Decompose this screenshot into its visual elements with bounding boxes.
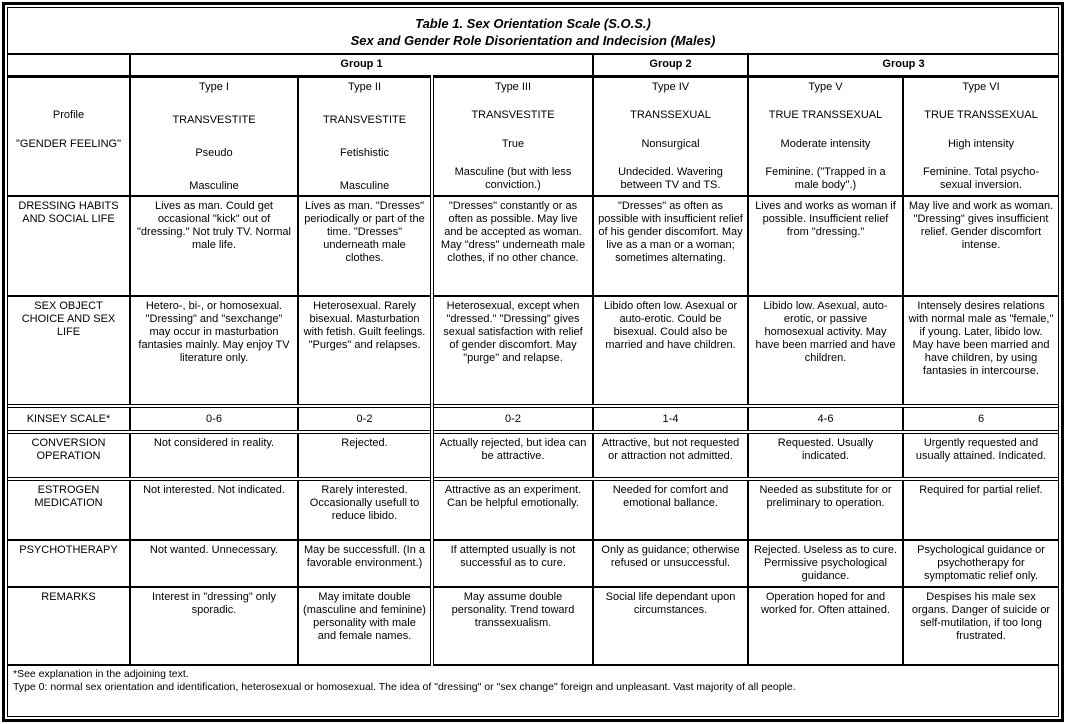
- table-cell: Interest in "dressing" only sporadic.: [130, 587, 298, 665]
- table-cell: Heterosexual, except when "dressed." "Dressing" gives sexual satisfaction with relief of gender discomfort. May "purge" and relapse.: [432, 296, 593, 406]
- profile-label: Profile: [52, 109, 85, 122]
- type-header-6: [903, 76, 1058, 196]
- table-cell: May imitate double (masculine and feminine) personality with male and female names.: [298, 587, 432, 665]
- type-number: Type I: [199, 80, 229, 93]
- type-subtype: Pseudo: [195, 146, 233, 159]
- table-cell: May live and work as woman. "Dressing" gives insufficient relief. Gender discomfort intense.: [903, 196, 1058, 296]
- table-cell: Operation hoped for and worked for. Often attained.: [748, 587, 903, 665]
- table-cell: Lives as man. Could get occasional "kick" out of "dressing." Not truly TV. Normal male life.: [130, 196, 298, 296]
- row-label: CONVERSION OPERATION: [8, 432, 130, 479]
- type-subtype: Fetishistic: [340, 146, 389, 159]
- type-number: Type IV: [651, 80, 690, 93]
- table-row-psychotherapy: [8, 540, 1058, 587]
- table-cell: Heterosexual. Rarely bisexual. Masturbation with fetish. Guilt feelings. "Purges" and relapses.: [298, 296, 432, 406]
- table-cell: Hetero-, bi-, or homosexual. "Dressing" and "sexchange" may occur in masturbation fantasies mainly. May enjoy TV literature only.: [130, 296, 298, 406]
- table-cell: Actually rejected, but idea can be attractive.: [432, 432, 593, 479]
- spacer: [12, 166, 125, 192]
- row-label: KINSEY SCALE*: [8, 406, 130, 432]
- table-cell: Despises his male sex organs. Danger of suicide or self-mutilation, if too long frustrated.: [903, 587, 1058, 665]
- type-number: Type III: [494, 80, 532, 93]
- gender-feeling-label: "GENDER FEELING": [16, 137, 121, 150]
- table-cell: Requested. Usually indicated.: [748, 432, 903, 479]
- type-category: TRANSVESTITE: [471, 109, 555, 122]
- table-row-dressing: [8, 196, 1058, 296]
- type-number: Type VI: [962, 80, 1000, 93]
- type-header-2: [298, 76, 432, 196]
- table-title-line2: Sex and Gender Role Disorientation and Indecision (Males): [350, 32, 716, 48]
- group-header-2: Group 2: [593, 54, 748, 76]
- table-row-estrogen: [8, 479, 1058, 540]
- table-cell: Urgently requested and usually attained. Indicated.: [903, 432, 1058, 479]
- type-subtype: Moderate intensity: [780, 137, 871, 150]
- table-cell: 6: [903, 406, 1058, 432]
- type-feeling: Feminine. ("Trapped in a male body".): [765, 166, 886, 192]
- type-header-4: [593, 76, 748, 196]
- type-feeling: Masculine: [189, 179, 239, 192]
- table-cell: If attempted usually is not successful as to cure.: [432, 540, 593, 587]
- table-cell: Lives as man. "Dresses" periodically or part of the time. "Dresses" underneath male clothes.: [298, 196, 432, 296]
- footnote-line2: Type 0: normal sex orientation and identification, heterosexual or homosexual. The idea of "dressing" or "sex change" foreign and unpleasant. Vast majority of all people.: [13, 680, 796, 693]
- group-header-3: Group 3: [748, 54, 1058, 76]
- type-category: TRANSVESTITE: [322, 113, 407, 126]
- type-feeling: Masculine (but with less conviction.): [454, 166, 572, 192]
- type-feeling: Masculine: [339, 179, 390, 192]
- table-cell: Rejected.: [298, 432, 432, 479]
- footnote-row: [8, 665, 1058, 707]
- type-header-1: [130, 76, 298, 196]
- group-header-spacer: [8, 54, 130, 76]
- type-feeling: Undecided. Wavering between TV and TS.: [618, 166, 723, 192]
- table-cell: Only as guidance; otherwise refused or unsuccessful.: [593, 540, 748, 587]
- type-number: Type II: [347, 80, 382, 93]
- type-subtype: High intensity: [947, 137, 1015, 150]
- profile-header-cell: [8, 76, 130, 196]
- table-cell: Libido often low. Asexual or auto-erotic. Could be bisexual. Could also be married and have children.: [593, 296, 748, 406]
- table-cell: May be successfull. (In a favorable environment.): [298, 540, 432, 587]
- table-cell: 0-2: [298, 406, 432, 432]
- table-inner-frame: [7, 7, 1059, 717]
- table-cell: Required for partial relief.: [903, 479, 1058, 540]
- row-label: SEX OBJECT CHOICE AND SEX LIFE: [8, 296, 130, 406]
- table-cell: "Dresses" as often as possible with insufficient relief of his gender discomfort. May live as a man or a woman; sometimes alternating.: [593, 196, 748, 296]
- table-cell: Social life dependant upon circumstances.: [593, 587, 748, 665]
- type-feeling: Feminine. Total psycho-sexual inversion.: [923, 166, 1039, 192]
- type-category: TRUE TRANSSEXUAL: [768, 109, 883, 122]
- table-cell: Libido low. Asexual, auto-erotic, or passive homosexual activity. May have been married and have children.: [748, 296, 903, 406]
- row-label: PSYCHOTHERAPY: [8, 540, 130, 587]
- type-category: TRUE TRANSSEXUAL: [924, 109, 1038, 122]
- table-cell: Psychological guidance or psychotherapy for symptomatic relief only.: [903, 540, 1058, 587]
- table-cell: 4-6: [748, 406, 903, 432]
- type-number: Type V: [808, 80, 843, 93]
- group-header-row: [8, 54, 1058, 76]
- table-cell: May assume double personality. Trend toward transsexualism.: [432, 587, 593, 665]
- type-category: TRANSVESTITE: [172, 113, 256, 126]
- table-cell: Needed as substitute for or preliminary to operation.: [748, 479, 903, 540]
- table-row-remarks: [8, 587, 1058, 665]
- table-cell: Needed for comfort and emotional ballance.: [593, 479, 748, 540]
- group-header-1: Group 1: [130, 54, 593, 76]
- row-label: REMARKS: [8, 587, 130, 665]
- table-cell: 1-4: [593, 406, 748, 432]
- title-row: [8, 8, 1058, 54]
- type-subtype: True: [501, 137, 525, 150]
- table-cell: Not wanted. Unnecessary.: [130, 540, 298, 587]
- footnote-line1: *See explanation in the adjoining text.: [13, 667, 189, 680]
- table-cell: Lives and works as woman if possible. Insufficient relief from "dressing.": [748, 196, 903, 296]
- type-header-row: [8, 76, 1058, 196]
- type-category: TRANSSEXUAL: [630, 109, 711, 122]
- table-title: [8, 8, 1058, 54]
- table-cell: 0-6: [130, 406, 298, 432]
- table-row-conversion: [8, 432, 1058, 479]
- table-cell: Not interested. Not indicated.: [130, 479, 298, 540]
- table-cell: Rarely interested. Occasionally usefull to reduce libido.: [298, 479, 432, 540]
- row-label: DRESSING HABITS AND SOCIAL LIFE: [8, 196, 130, 296]
- table-outer-frame: [2, 2, 1064, 722]
- spacer: [12, 81, 125, 94]
- table-cell: Attractive, but not requested or attraction not admitted.: [593, 432, 748, 479]
- footnotes: [8, 665, 1058, 707]
- table-cell: Attractive as an experiment. Can be helpful emotionally.: [432, 479, 593, 540]
- row-label: ESTROGEN MEDICATION: [8, 479, 130, 540]
- type-header-3: [432, 76, 593, 196]
- table-row-sex-object: [8, 296, 1058, 406]
- sos-table: [8, 8, 1058, 707]
- type-header-5: [748, 76, 903, 196]
- table-cell: 0-2: [432, 406, 593, 432]
- table-cell: "Dresses" constantly or as often as possible. May live and be accepted as woman. May "dress" underneath male clothes, if no other chance.: [432, 196, 593, 296]
- table-title-line1: Table 1. Sex Orientation Scale (S.O.S.): [415, 15, 651, 31]
- type-subtype: Nonsurgical: [641, 137, 700, 150]
- table-cell: Rejected. Useless as to cure. Permissive psychological guidance.: [748, 540, 903, 587]
- table-cell: Intensely desires relations with normal male as "female," if young. Later, libido low. May have been married and have children, by using fantasies in intercourse.: [903, 296, 1058, 406]
- table-cell: Not considered in reality.: [130, 432, 298, 479]
- table-row-kinsey: [8, 406, 1058, 432]
